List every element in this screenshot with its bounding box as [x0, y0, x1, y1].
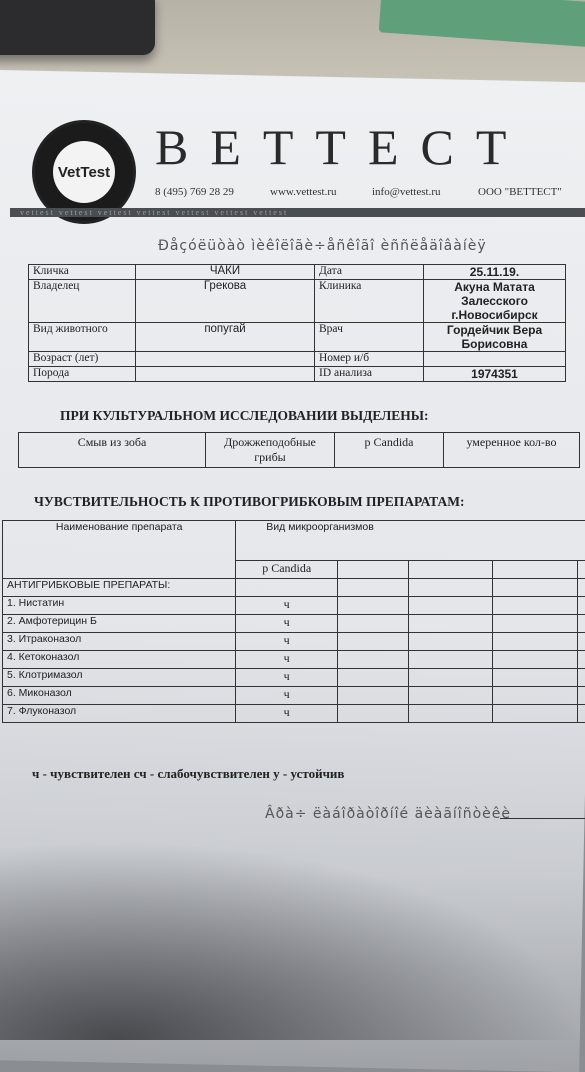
species-value: попугай [136, 323, 315, 352]
drug-name: 5. Клотримазол [3, 669, 236, 687]
age-label: Возраст (лет) [29, 352, 136, 367]
table-row [3, 615, 585, 633]
signature-line [500, 818, 585, 819]
species-label: Вид животного [29, 323, 136, 352]
clinic-value: Акуна Матата Залесского г.Новосибирск [424, 280, 566, 323]
band-text: vettest vettest vettest vettest vettest vettest vettest [20, 208, 288, 217]
organism-type-cell: Дрожжеподобные грибы [206, 433, 335, 468]
analysis-id-label: ID анализа [315, 367, 424, 382]
sample-cell: Смыв из зоба [19, 433, 206, 468]
photo-shadow [0, 840, 585, 1040]
clinic-label: Клиника [315, 280, 424, 323]
table-row [3, 687, 585, 705]
drug-result: ч [236, 669, 338, 687]
analysis-id-value: 1974351 [424, 367, 566, 382]
phone-object [0, 0, 155, 55]
website-text: www.vettest.ru [270, 186, 337, 198]
phone-text: 8 (495) 769 28 29 [155, 186, 234, 198]
culture-table [18, 432, 580, 468]
table-row [3, 705, 585, 723]
amount-cell: умеренное кол-во [444, 433, 580, 468]
sensitivity-heading: ЧУВСТВИТЕЛЬНОСТЬ К ПРОТИВОГРИБКОВЫМ ПРЕПАРАТАМ: [34, 494, 464, 510]
drug-name: 4. Кетоконазол [3, 651, 236, 669]
card-value [424, 352, 566, 367]
date-label: Дата [315, 265, 424, 280]
drug-result: ч [236, 651, 338, 669]
breed-value [136, 367, 315, 382]
drug-name: 3. Итраконазол [3, 633, 236, 651]
legend-text: ч - чувствителен сч - слабочувствителен у - устойчив [32, 766, 344, 782]
company-text: ООО "ВЕТТЕСТ" [478, 186, 562, 198]
logo-mark: VetTest [53, 141, 115, 203]
drug-name: 1. Нистатин [3, 597, 236, 615]
drug-group-label: АНТИГРИБКОВЫЕ ПРЕПАРАТЫ: [3, 579, 236, 597]
micro-column-header: Вид микроорганизмов [236, 521, 585, 561]
drug-name: 2. Амфотерицин Б [3, 615, 236, 633]
owner-label: Владелец [29, 280, 136, 323]
email-text: info@vettest.ru [372, 186, 440, 198]
nickname-value: ЧАКИ [136, 265, 315, 280]
drug-result: ч [236, 687, 338, 705]
owner-value: Грекова [136, 280, 315, 323]
drug-result: ч [236, 597, 338, 615]
drug-result: ч [236, 615, 338, 633]
organism-header: р Candida [236, 561, 338, 579]
drug-column-header: Наименование препарата [3, 521, 236, 579]
culture-heading: ПРИ КУЛЬТУРАЛЬНОМ ИССЛЕДОВАНИИ ВЫДЕЛЕНЫ: [60, 408, 429, 424]
doctor-label: Врач [315, 323, 424, 352]
drug-result: ч [236, 633, 338, 651]
age-value [136, 352, 315, 367]
sensitivity-table [2, 520, 585, 723]
table-row [3, 651, 585, 669]
date-value: 25.11.19. [424, 265, 566, 280]
breed-label: Порода [29, 367, 136, 382]
patient-info-table [28, 264, 566, 382]
signature-label: Âðà÷ ëàáîðàòîðíîé äèàãíîñòèêè [265, 806, 511, 822]
drug-name: 7. Флуконазол [3, 705, 236, 723]
drug-result: ч [236, 705, 338, 723]
doctor-value: Гордейчик Вера Борисовна [424, 323, 566, 352]
table-row [3, 669, 585, 687]
drug-name: 6. Миконазол [3, 687, 236, 705]
table-row [3, 633, 585, 651]
organism-cell: р Candida [335, 433, 444, 468]
card-label: Номер и/б [315, 352, 424, 367]
table-row [3, 597, 585, 615]
nickname-label: Кличка [29, 265, 136, 280]
brand-title: ВЕТТЕСТ [155, 118, 528, 176]
document-title: Ðåçóëüòàò ìèêîëîãè÷åñêîãî èññëåäîâàíèÿ [158, 238, 487, 254]
